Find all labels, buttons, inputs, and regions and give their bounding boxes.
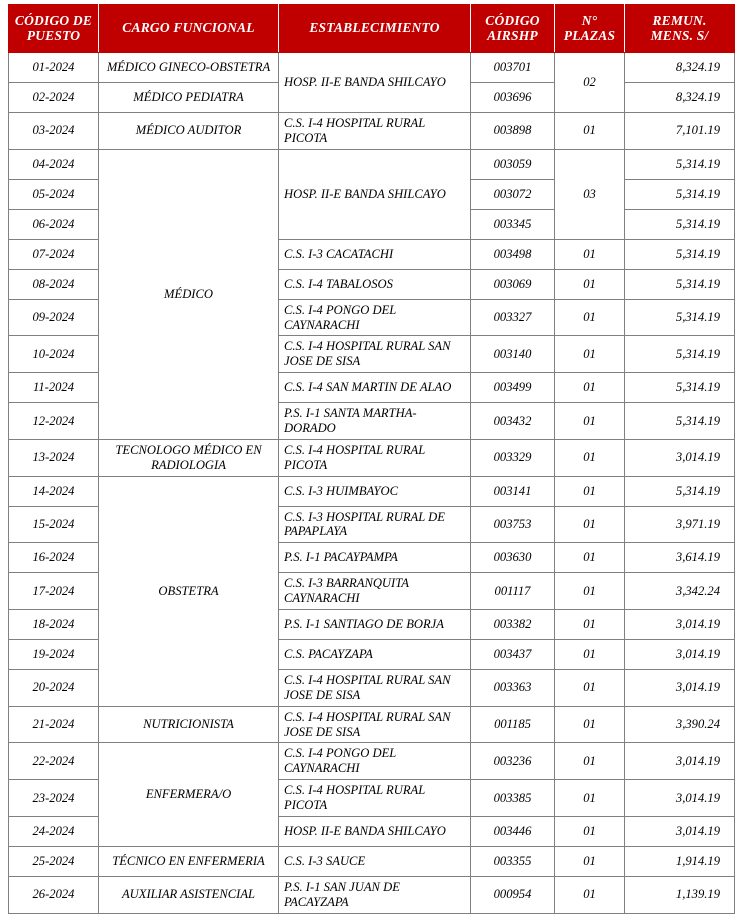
cell-cargo-funcional: TÉCNICO EN ENFERMERIA: [99, 846, 279, 876]
header-line-1: N°: [581, 12, 598, 28]
header-line-2: MENS. S/: [650, 28, 709, 43]
table-row: [9, 113, 735, 150]
cell-codigo-airshp: 003363: [471, 670, 555, 707]
table-row: [9, 876, 735, 913]
cell-codigo-puesto: 10-2024: [9, 336, 99, 373]
cell-codigo-airshp: 003355: [471, 846, 555, 876]
cell-codigo-airshp: 003059: [471, 149, 555, 179]
cell-remuneracion: 3,390.24: [625, 706, 735, 743]
cell-n-plazas: 01: [555, 403, 625, 440]
cell-n-plazas: 01: [555, 706, 625, 743]
cell-cargo-funcional: MÉDICO GINECO-OBSTETRA: [99, 53, 279, 83]
cell-codigo-airshp: 003446: [471, 816, 555, 846]
cell-n-plazas: 01: [555, 743, 625, 780]
cell-establecimiento: C.S. I-4 SAN MARTIN DE ALAO: [279, 373, 471, 403]
cell-codigo-puesto: 02-2024: [9, 83, 99, 113]
header-line-1: CÓDIGO DE: [14, 12, 93, 28]
cell-establecimiento: C.S. I-3 CACATACHI: [279, 239, 471, 269]
cell-n-plazas: 01: [555, 476, 625, 506]
cell-n-plazas: 01: [555, 846, 625, 876]
cell-remuneracion: 3,014.19: [625, 439, 735, 476]
table-row: [9, 149, 735, 179]
cell-establecimiento: HOSP. II-E BANDA SHILCAYO: [279, 53, 471, 113]
cell-codigo-airshp: 003437: [471, 640, 555, 670]
cell-n-plazas: 01: [555, 336, 625, 373]
cell-codigo-airshp: 003432: [471, 403, 555, 440]
cell-remuneracion: 3,014.19: [625, 670, 735, 707]
cell-establecimiento: C.S. I-3 HUIMBAYOC: [279, 476, 471, 506]
header-line-2: AIRSHP: [487, 28, 538, 43]
cell-cargo-funcional: MÉDICO PEDIATRA: [99, 83, 279, 113]
cell-codigo-airshp: 003069: [471, 269, 555, 299]
cell-establecimiento: C.S. PACAYZAPA: [279, 640, 471, 670]
cell-n-plazas: 01: [555, 670, 625, 707]
cell-remuneracion: 5,314.19: [625, 209, 735, 239]
cell-codigo-puesto: 07-2024: [9, 239, 99, 269]
cell-codigo-airshp: 001117: [471, 573, 555, 610]
column-header-cargo-funcional: [99, 5, 279, 53]
cell-remuneracion: 5,314.19: [625, 403, 735, 440]
cell-n-plazas: 01: [555, 506, 625, 543]
cell-establecimiento: HOSP. II-E BANDA SHILCAYO: [279, 149, 471, 239]
cell-codigo-puesto: 05-2024: [9, 179, 99, 209]
cell-remuneracion: 3,971.19: [625, 506, 735, 543]
table-row: [9, 846, 735, 876]
cell-codigo-puesto: 26-2024: [9, 876, 99, 913]
cell-codigo-puesto: 23-2024: [9, 780, 99, 817]
cell-remuneracion: 3,014.19: [625, 743, 735, 780]
cell-codigo-airshp: 003072: [471, 179, 555, 209]
cell-n-plazas: 01: [555, 610, 625, 640]
cell-n-plazas: 01: [555, 439, 625, 476]
header-line-2: PUESTO: [26, 28, 81, 43]
cell-establecimiento: P.S. I-1 SANTIAGO DE BORJA: [279, 610, 471, 640]
column-header-remun-mens: [625, 5, 735, 53]
cell-codigo-puesto: 01-2024: [9, 53, 99, 83]
cell-codigo-puesto: 20-2024: [9, 670, 99, 707]
cell-n-plazas: 01: [555, 113, 625, 150]
cell-remuneracion: 5,314.19: [625, 149, 735, 179]
cell-codigo-airshp: 003345: [471, 209, 555, 239]
cell-establecimiento: C.S. I-4 HOSPITAL RURAL PICOTA: [279, 439, 471, 476]
cell-establecimiento: C.S. I-3 HOSPITAL RURAL DE PAPAPLAYA: [279, 506, 471, 543]
cell-establecimiento: HOSP. II-E BANDA SHILCAYO: [279, 816, 471, 846]
cell-remuneracion: 1,139.19: [625, 876, 735, 913]
cell-codigo-puesto: 04-2024: [9, 149, 99, 179]
cell-establecimiento: C.S. I-3 BARRANQUITA CAYNARACHI: [279, 573, 471, 610]
cell-remuneracion: 5,314.19: [625, 373, 735, 403]
cell-codigo-puesto: 15-2024: [9, 506, 99, 543]
cell-establecimiento: C.S. I-4 HOSPITAL RURAL SAN JOSE DE SISA: [279, 336, 471, 373]
cell-codigo-airshp: 003701: [471, 53, 555, 83]
cell-codigo-airshp: 003140: [471, 336, 555, 373]
table-row: [9, 439, 735, 476]
header-line-1: ESTABLECIMIENTO: [309, 20, 440, 36]
cell-codigo-airshp: 003753: [471, 506, 555, 543]
cell-remuneracion: 5,314.19: [625, 269, 735, 299]
cell-codigo-airshp: 003382: [471, 610, 555, 640]
cell-n-plazas: 01: [555, 373, 625, 403]
cell-codigo-airshp: 003498: [471, 239, 555, 269]
cell-codigo-airshp: 003898: [471, 113, 555, 150]
cell-n-plazas: 01: [555, 780, 625, 817]
cell-codigo-airshp: 003385: [471, 780, 555, 817]
cell-codigo-airshp: 003141: [471, 476, 555, 506]
cell-remuneracion: 5,314.19: [625, 179, 735, 209]
cell-remuneracion: 5,314.19: [625, 239, 735, 269]
cell-remuneracion: 1,914.19: [625, 846, 735, 876]
table-row: [9, 53, 735, 83]
table-row: [9, 476, 735, 506]
cell-n-plazas: 02: [555, 53, 625, 113]
header-row: [9, 5, 735, 53]
cell-establecimiento: C.S. I-3 SAUCE: [279, 846, 471, 876]
column-header-codigo-puesto: [9, 5, 99, 53]
cell-codigo-airshp: 003499: [471, 373, 555, 403]
cell-establecimiento: C.S. I-4 PONGO DEL CAYNARACHI: [279, 299, 471, 336]
cell-establecimiento: C.S. I-4 PONGO DEL CAYNARACHI: [279, 743, 471, 780]
column-header-n-plazas: [555, 5, 625, 53]
cell-codigo-puesto: 22-2024: [9, 743, 99, 780]
cell-n-plazas: 01: [555, 269, 625, 299]
table-row: [9, 743, 735, 780]
cell-cargo-funcional: NUTRICIONISTA: [99, 706, 279, 743]
cell-codigo-airshp: 001185: [471, 706, 555, 743]
cell-codigo-puesto: 25-2024: [9, 846, 99, 876]
cell-cargo-funcional: TECNOLOGO MÉDICO EN RADIOLOGIA: [99, 439, 279, 476]
cell-n-plazas: 01: [555, 876, 625, 913]
cell-codigo-puesto: 03-2024: [9, 113, 99, 150]
table-row: [9, 706, 735, 743]
plazas-table: [8, 4, 735, 914]
cell-establecimiento: P.S. I-1 SAN JUAN DE PACAYZAPA: [279, 876, 471, 913]
cell-n-plazas: 03: [555, 149, 625, 239]
cell-establecimiento: C.S. I-4 HOSPITAL RURAL PICOTA: [279, 113, 471, 150]
cell-codigo-puesto: 17-2024: [9, 573, 99, 610]
cell-remuneracion: 3,014.19: [625, 816, 735, 846]
cell-codigo-airshp: 000954: [471, 876, 555, 913]
cell-establecimiento: C.S. I-4 HOSPITAL RURAL SAN JOSE DE SISA: [279, 670, 471, 707]
header-line-1: REMUN.: [652, 12, 707, 28]
cell-remuneracion: 3,014.19: [625, 640, 735, 670]
cell-establecimiento: P.S. I-1 PACAYPAMPA: [279, 543, 471, 573]
cell-remuneracion: 3,342.24: [625, 573, 735, 610]
header-line-2: PLAZAS: [563, 28, 616, 43]
cell-remuneracion: 8,324.19: [625, 83, 735, 113]
cell-remuneracion: 5,314.19: [625, 299, 735, 336]
table-body: [9, 53, 735, 914]
cell-codigo-puesto: 24-2024: [9, 816, 99, 846]
cell-codigo-airshp: 003327: [471, 299, 555, 336]
cell-codigo-airshp: 003696: [471, 83, 555, 113]
cell-codigo-puesto: 12-2024: [9, 403, 99, 440]
cell-codigo-puesto: 18-2024: [9, 610, 99, 640]
cell-n-plazas: 01: [555, 573, 625, 610]
cell-codigo-puesto: 11-2024: [9, 373, 99, 403]
cell-cargo-funcional: MÉDICO AUDITOR: [99, 113, 279, 150]
cell-n-plazas: 01: [555, 816, 625, 846]
cell-codigo-puesto: 19-2024: [9, 640, 99, 670]
cell-codigo-puesto: 21-2024: [9, 706, 99, 743]
cell-n-plazas: 01: [555, 299, 625, 336]
cell-remuneracion: 5,314.19: [625, 476, 735, 506]
table-header: [9, 5, 735, 53]
cell-establecimiento: C.S. I-4 TABALOSOS: [279, 269, 471, 299]
column-header-codigo-airshp: [471, 5, 555, 53]
cell-n-plazas: 01: [555, 239, 625, 269]
cell-remuneracion: 5,314.19: [625, 336, 735, 373]
cell-remuneracion: 3,614.19: [625, 543, 735, 573]
cell-codigo-puesto: 06-2024: [9, 209, 99, 239]
cell-codigo-airshp: 003329: [471, 439, 555, 476]
cell-remuneracion: 3,014.19: [625, 610, 735, 640]
cell-cargo-funcional: MÉDICO: [99, 149, 279, 439]
cell-establecimiento: C.S. I-4 HOSPITAL RURAL PICOTA: [279, 780, 471, 817]
cell-remuneracion: 8,324.19: [625, 53, 735, 83]
cell-codigo-puesto: 14-2024: [9, 476, 99, 506]
cell-remuneracion: 3,014.19: [625, 780, 735, 817]
cell-cargo-funcional: AUXILIAR ASISTENCIAL: [99, 876, 279, 913]
cell-codigo-puesto: 13-2024: [9, 439, 99, 476]
header-line-1: CÓDIGO: [485, 12, 540, 28]
cell-codigo-puesto: 08-2024: [9, 269, 99, 299]
cell-establecimiento: C.S. I-4 HOSPITAL RURAL SAN JOSE DE SISA: [279, 706, 471, 743]
cell-n-plazas: 01: [555, 543, 625, 573]
cell-cargo-funcional: OBSTETRA: [99, 476, 279, 706]
cell-remuneracion: 7,101.19: [625, 113, 735, 150]
cell-cargo-funcional: ENFERMERA/O: [99, 743, 279, 846]
header-line-1: CARGO FUNCIONAL: [122, 20, 255, 36]
column-header-establecimiento: [279, 5, 471, 53]
cell-n-plazas: 01: [555, 640, 625, 670]
cell-establecimiento: P.S. I-1 SANTA MARTHA-DORADO: [279, 403, 471, 440]
cell-codigo-puesto: 09-2024: [9, 299, 99, 336]
cell-codigo-airshp: 003236: [471, 743, 555, 780]
cell-codigo-airshp: 003630: [471, 543, 555, 573]
cell-codigo-puesto: 16-2024: [9, 543, 99, 573]
